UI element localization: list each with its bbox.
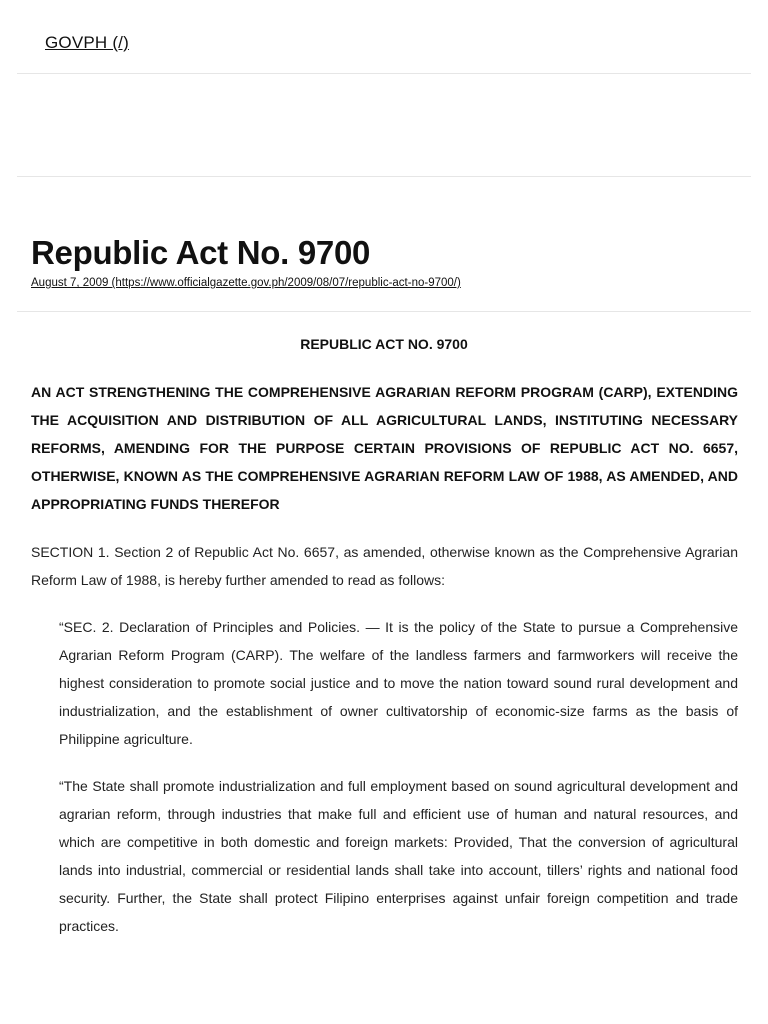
quoted-state-policy-paragraph: “The State shall promote industrialization and full employment based on sound agricultural development and agrarian reform, through industries that make full and efficient use of human and natural resources, and which are competitive in both domestic and foreign markets: Provided, That the conversion of agricultural lands into industrial, commercial or residential lands shall take into account, tillers’ rights and national food security. Further, the State shall protect Filipino enterprises against unfair foreign competition and trade practices. [59, 778, 738, 934]
quoted-section-2-paragraph: “SEC. 2. Declaration of Principles and Policies. — It is the policy of the State to pursue a Comprehensive Agrarian Reform Program (CARP). The welfare of the landless farmers and farmworkers will receive the highest consideration to promote social justice and to move the nation toward sound rural development and industrialization, and the establishment of owner cultivatorship of economic-size farms as the basis of Philippine agriculture. [59, 619, 738, 747]
title-divider [17, 311, 751, 312]
page-title: Republic Act No. 9700 [31, 234, 371, 271]
section-1-paragraph: SECTION 1. Section 2 of Republic Act No. 6657, as amended, otherwise known as the Comprehensive Agrarian Reform Law of 1988, is hereby further amended to read as follows: [31, 544, 738, 588]
act-subtitle: AN ACT STRENGTHENING THE COMPREHENSIVE AGRARIAN REFORM PROGRAM (CARP), EXTENDING THE ACQUISITION AND DISTRIBUTION OF ALL AGRICULTURAL LANDS, INSTITUTING NECESSARY REFORMS, AMENDING FOR THE PURPOSE CERTAIN PROVISIONS OF REPUBLIC ACT NO. 6657, OTHERWISE, KNOWN AS THE COMPREHENSIVE AGRARIAN REFORM LAW OF 1988, AS AMENDED, AND APPROPRIATING FUNDS THEREFOR [31, 384, 738, 512]
publish-date-link[interactable]: August 7, 2009 (https://www.officialgazette.gov.ph/2009/08/07/republic-act-no-9700/) [31, 277, 461, 289]
govph-home-link[interactable]: GOVPH (/) [45, 33, 129, 52]
header-divider [17, 73, 751, 74]
banner-divider [17, 176, 751, 177]
act-heading: REPUBLIC ACT NO. 9700 [300, 336, 468, 352]
